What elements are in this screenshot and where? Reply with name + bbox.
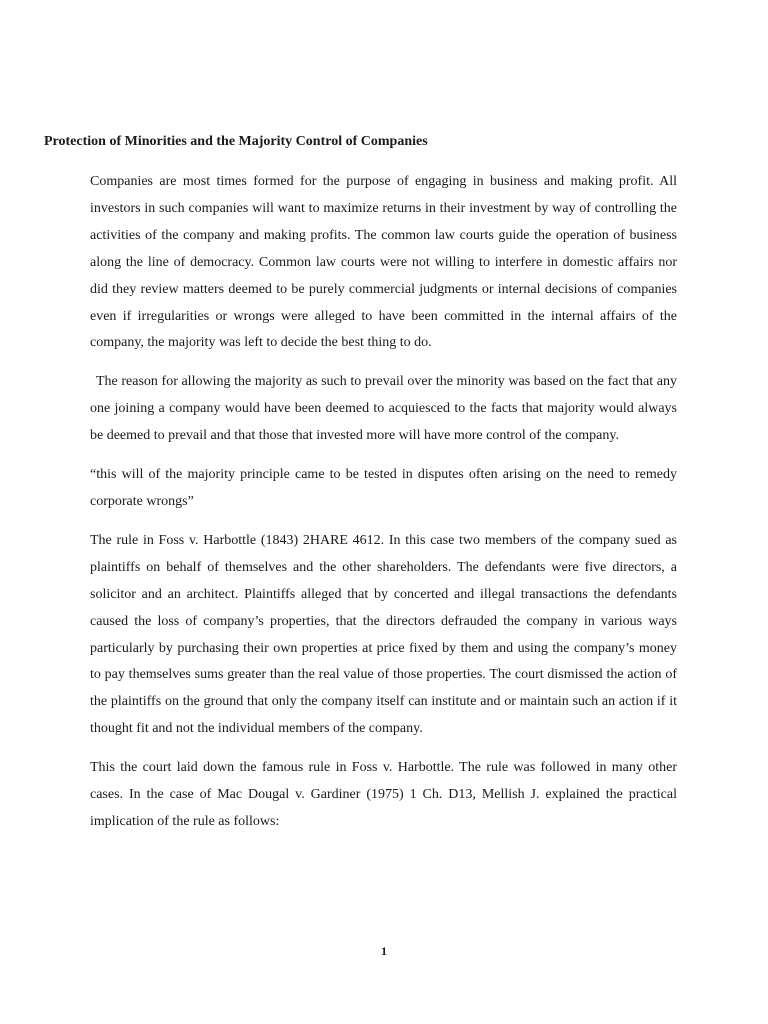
document-body — [90, 169, 677, 848]
paragraph-2: The reason for allowing the majority as such to prevail over the minority was based on the fact that any one joining a company would have been deemed to acquiesced to the facts that majority would always be deemed to prevail and that those that invested more will have more control of the company. — [90, 374, 677, 444]
document-title: Protection of Minorities and the Majority Control of Companies — [44, 134, 428, 149]
paragraph-1: Companies are most times formed for the purpose of engaging in business and making profit. All investors in such companies will want to maximize returns in their investment by way of controlling the activities of the company and making profits. The common law courts guide the operation of business along the line of democracy. Common law courts were not willing to interfere in domestic affairs nor did they review matters deemed to be purely commercial judgments or internal decisions of companies even if irregularities or wrongs were alleged to have been committed in the internal affairs of the company, the majority was left to decide the best thing to do. — [90, 174, 677, 351]
page-number: 1 — [381, 944, 387, 958]
paragraph-3-quote: “this will of the majority principle came to be tested in disputes often arising on the need to remedy corporate wrongs” — [90, 467, 677, 509]
paragraph-4: The rule in Foss v. Harbottle (1843) 2HARE 4612. In this case two members of the company sued as plaintiffs on behalf of themselves and the other shareholders. The defendants were five directors, a solicitor and an architect. Plaintiffs alleged that by concerted and illegal transactions the defendants caused the loss of company’s properties, that the directors defrauded the company in various ways particularly by purchasing their own properties at price fixed by them and using the company’s money to pay themselves sums greater than the real value of those properties. The court dismissed the action of the plaintiffs on the ground that only the company itself can institute and or maintain such an action if it thought fit and not the individual members of the company. — [90, 532, 677, 737]
paragraph-5: This the court laid down the famous rule in Foss v. Harbottle. The rule was followed in many other cases. In the case of Mac Dougal v. Gardiner (1975) 1 Ch. D13, Mellish J. explained the practical implication of the rule as follows: — [90, 760, 677, 829]
